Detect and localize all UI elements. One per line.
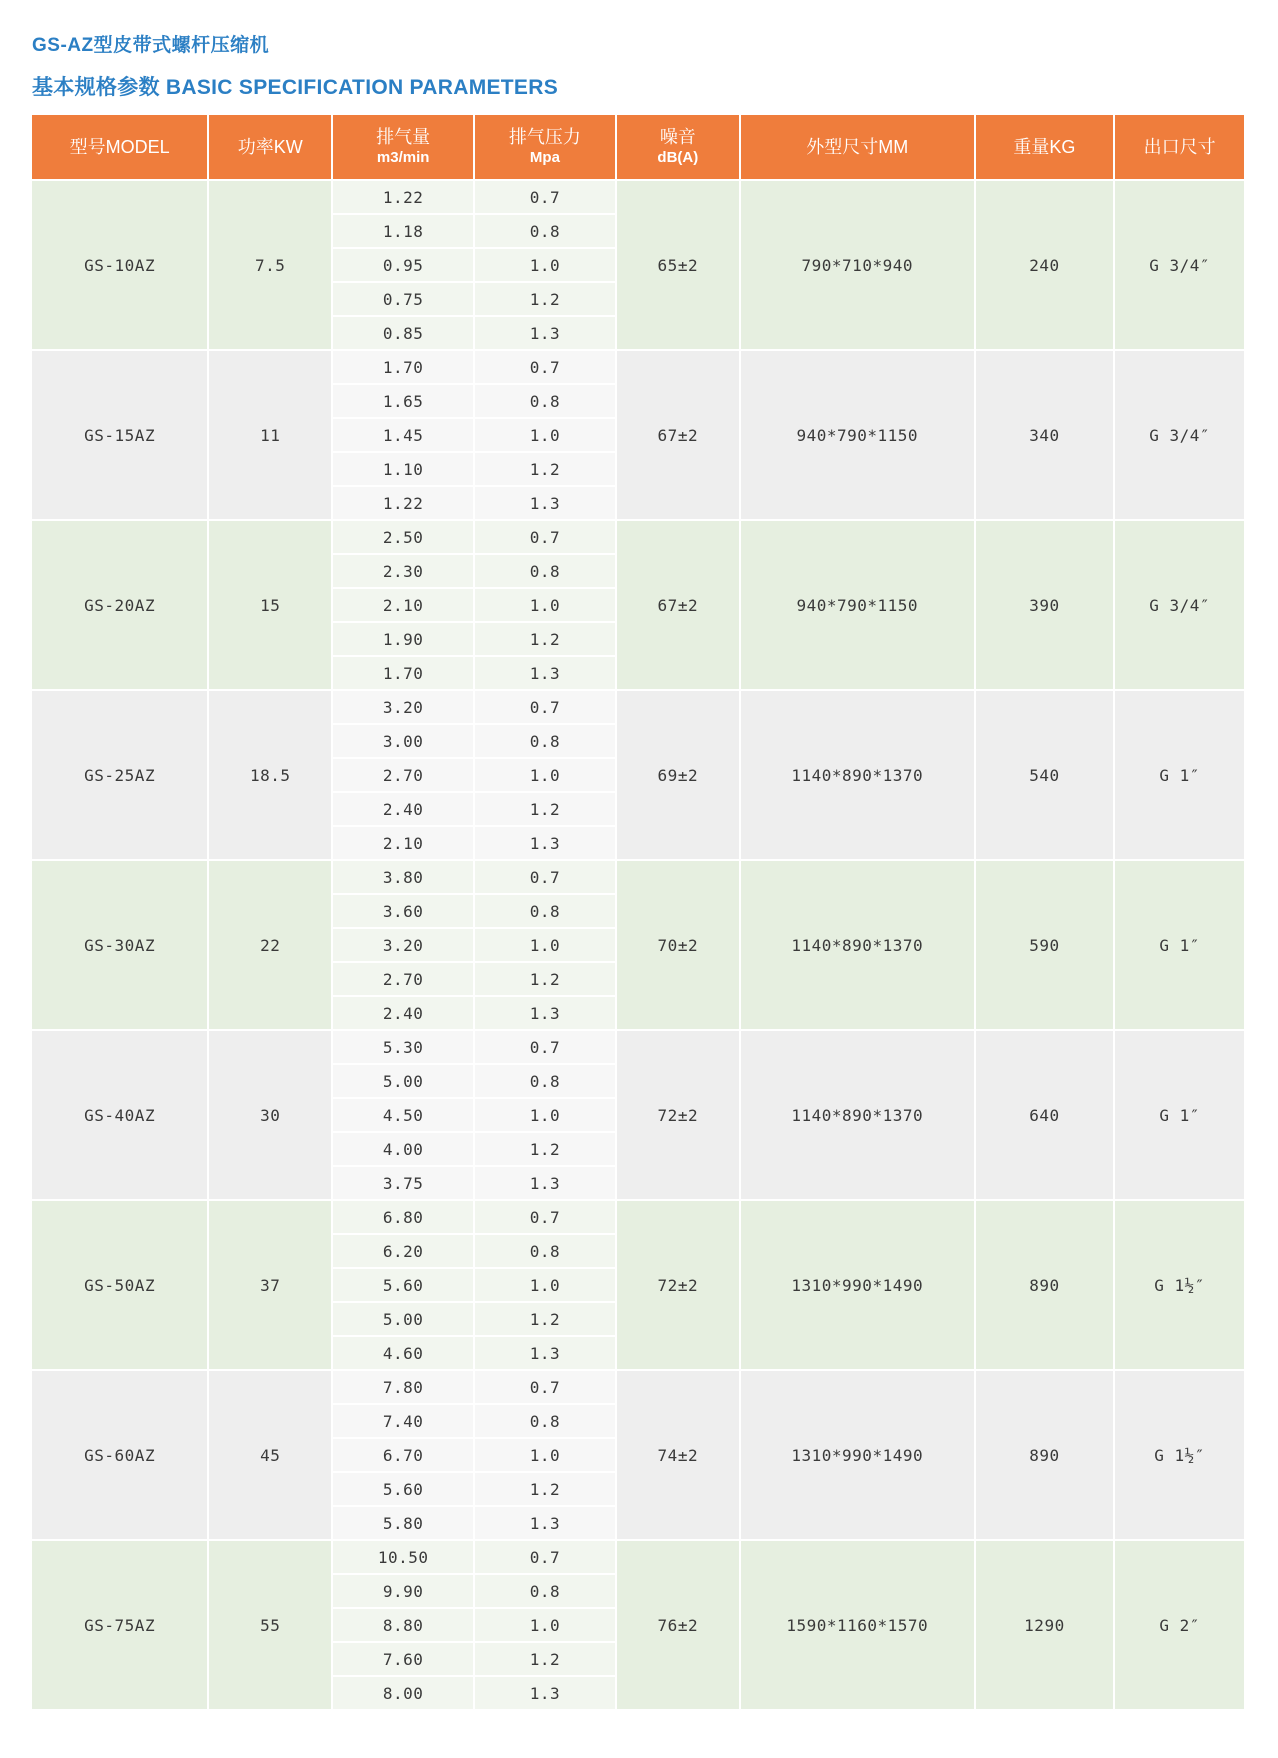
cell-flow: 2.30 <box>332 554 474 588</box>
cell-flow: 2.10 <box>332 826 474 860</box>
cell-flow: 6.80 <box>332 1200 474 1234</box>
header-main: 型号MODEL <box>69 136 170 157</box>
cell-noise: 65±2 <box>616 180 740 350</box>
column-header-model <box>31 114 208 180</box>
cell-power: 45 <box>208 1370 332 1540</box>
cell-pressure: 0.8 <box>474 724 616 758</box>
cell-power: 22 <box>208 860 332 1030</box>
column-header-dimensions <box>740 114 975 180</box>
table-row <box>31 1030 1245 1064</box>
cell-weight: 390 <box>975 520 1115 690</box>
cell-pressure: 1.3 <box>474 1506 616 1540</box>
header-main: 重量KG <box>1013 136 1076 157</box>
table-row <box>31 1540 1245 1574</box>
cell-flow: 1.22 <box>332 486 474 520</box>
specification-table <box>30 113 1246 1711</box>
cell-pressure: 0.7 <box>474 1200 616 1234</box>
cell-flow: 1.70 <box>332 656 474 690</box>
cell-pressure: 1.3 <box>474 996 616 1030</box>
cell-pressure: 0.7 <box>474 690 616 724</box>
cell-flow: 7.40 <box>332 1404 474 1438</box>
cell-power: 37 <box>208 1200 332 1370</box>
cell-weight: 590 <box>975 860 1115 1030</box>
cell-flow: 3.00 <box>332 724 474 758</box>
cell-flow: 5.30 <box>332 1030 474 1064</box>
cell-flow: 9.90 <box>332 1574 474 1608</box>
column-header-outlet <box>1114 114 1245 180</box>
cell-pressure: 1.3 <box>474 1166 616 1200</box>
cell-flow: 5.00 <box>332 1302 474 1336</box>
cell-pressure: 0.8 <box>474 384 616 418</box>
cell-weight: 340 <box>975 350 1115 520</box>
cell-pressure: 1.0 <box>474 758 616 792</box>
cell-model: GS-50AZ <box>31 1200 208 1370</box>
cell-pressure: 0.8 <box>474 1234 616 1268</box>
cell-flow: 8.00 <box>332 1676 474 1710</box>
cell-pressure: 1.0 <box>474 588 616 622</box>
cell-flow: 0.75 <box>332 282 474 316</box>
cell-power: 18.5 <box>208 690 332 860</box>
cell-power: 15 <box>208 520 332 690</box>
table-row <box>31 1370 1245 1404</box>
cell-flow: 2.70 <box>332 962 474 996</box>
cell-pressure: 0.7 <box>474 520 616 554</box>
cell-pressure: 1.3 <box>474 1336 616 1370</box>
cell-flow: 8.80 <box>332 1608 474 1642</box>
header-sub: dB(A) <box>657 148 699 166</box>
cell-flow: 1.65 <box>332 384 474 418</box>
cell-flow: 0.85 <box>332 316 474 350</box>
cell-flow: 7.60 <box>332 1642 474 1676</box>
cell-outlet: G 1½″ <box>1114 1370 1245 1540</box>
table-row <box>31 520 1245 554</box>
column-header-weight <box>975 114 1115 180</box>
column-header-noise <box>616 114 740 180</box>
cell-flow: 6.20 <box>332 1234 474 1268</box>
cell-pressure: 1.2 <box>474 1132 616 1166</box>
cell-pressure: 1.0 <box>474 418 616 452</box>
product-title: GS-AZ型皮带式螺杆压缩机 <box>32 35 270 56</box>
table-body <box>31 180 1245 1710</box>
cell-pressure: 0.7 <box>474 860 616 894</box>
cell-weight: 640 <box>975 1030 1115 1200</box>
cell-flow: 0.95 <box>332 248 474 282</box>
cell-weight: 890 <box>975 1200 1115 1370</box>
cell-pressure: 1.0 <box>474 1098 616 1132</box>
cell-outlet: G 1½″ <box>1114 1200 1245 1370</box>
cell-pressure: 1.2 <box>474 962 616 996</box>
cell-weight: 240 <box>975 180 1115 350</box>
cell-flow: 3.20 <box>332 928 474 962</box>
cell-dimensions: 790*710*940 <box>740 180 975 350</box>
cell-dimensions: 1140*890*1370 <box>740 860 975 1030</box>
cell-pressure: 0.8 <box>474 214 616 248</box>
cell-model: GS-60AZ <box>31 1370 208 1540</box>
table-row <box>31 860 1245 894</box>
header-main: 出口尺寸 <box>1143 136 1216 157</box>
cell-outlet: G 1″ <box>1114 690 1245 860</box>
cell-flow: 6.70 <box>332 1438 474 1472</box>
cell-pressure: 1.3 <box>474 656 616 690</box>
cell-pressure: 1.3 <box>474 486 616 520</box>
cell-noise: 69±2 <box>616 690 740 860</box>
cell-flow: 4.00 <box>332 1132 474 1166</box>
cell-model: GS-30AZ <box>31 860 208 1030</box>
cell-weight: 890 <box>975 1370 1115 1540</box>
header-sub: Mpa <box>529 148 560 166</box>
cell-power: 11 <box>208 350 332 520</box>
cell-model: GS-40AZ <box>31 1030 208 1200</box>
cell-flow: 5.60 <box>332 1472 474 1506</box>
cell-outlet: G 3/4″ <box>1114 180 1245 350</box>
cell-flow: 1.18 <box>332 214 474 248</box>
cell-model: GS-75AZ <box>31 1540 208 1710</box>
cell-pressure: 1.2 <box>474 282 616 316</box>
cell-dimensions: 1140*890*1370 <box>740 690 975 860</box>
cell-flow: 5.60 <box>332 1268 474 1302</box>
header-main: 外型尺寸MM <box>806 136 909 157</box>
cell-weight: 1290 <box>975 1540 1115 1710</box>
cell-dimensions: 940*790*1150 <box>740 350 975 520</box>
cell-flow: 4.60 <box>332 1336 474 1370</box>
column-header-pressure <box>474 114 616 180</box>
cell-flow: 2.40 <box>332 792 474 826</box>
cell-flow: 3.20 <box>332 690 474 724</box>
cell-noise: 67±2 <box>616 520 740 690</box>
table-header <box>31 114 1245 180</box>
cell-pressure: 0.8 <box>474 554 616 588</box>
column-header-power <box>208 114 332 180</box>
cell-pressure: 1.0 <box>474 928 616 962</box>
cell-model: GS-15AZ <box>31 350 208 520</box>
cell-flow: 10.50 <box>332 1540 474 1574</box>
table-row <box>31 350 1245 384</box>
cell-dimensions: 1590*1160*1570 <box>740 1540 975 1710</box>
cell-noise: 72±2 <box>616 1200 740 1370</box>
header-main: 排气量 <box>376 127 431 148</box>
cell-flow: 1.22 <box>332 180 474 214</box>
cell-flow: 1.70 <box>332 350 474 384</box>
section-title: 基本规格参数 BASIC SPECIFICATION PARAMETERS <box>32 76 559 99</box>
cell-pressure: 0.7 <box>474 1030 616 1064</box>
cell-outlet: G 3/4″ <box>1114 350 1245 520</box>
cell-noise: 76±2 <box>616 1540 740 1710</box>
cell-outlet: G 3/4″ <box>1114 520 1245 690</box>
cell-model: GS-10AZ <box>31 180 208 350</box>
cell-flow: 2.70 <box>332 758 474 792</box>
cell-dimensions: 1310*990*1490 <box>740 1370 975 1540</box>
cell-pressure: 1.3 <box>474 316 616 350</box>
cell-pressure: 1.3 <box>474 826 616 860</box>
cell-pressure: 0.7 <box>474 350 616 384</box>
cell-flow: 3.75 <box>332 1166 474 1200</box>
cell-outlet: G 1″ <box>1114 1030 1245 1200</box>
cell-pressure: 1.0 <box>474 1608 616 1642</box>
cell-noise: 74±2 <box>616 1370 740 1540</box>
cell-flow: 2.50 <box>332 520 474 554</box>
cell-flow: 5.80 <box>332 1506 474 1540</box>
cell-flow: 1.45 <box>332 418 474 452</box>
table-row <box>31 690 1245 724</box>
cell-outlet: G 1″ <box>1114 860 1245 1030</box>
cell-pressure: 0.8 <box>474 1404 616 1438</box>
table-row <box>31 180 1245 214</box>
cell-flow: 5.00 <box>332 1064 474 1098</box>
cell-pressure: 1.2 <box>474 622 616 656</box>
cell-dimensions: 1140*890*1370 <box>740 1030 975 1200</box>
header-main: 功率KW <box>237 136 303 157</box>
cell-dimensions: 1310*990*1490 <box>740 1200 975 1370</box>
cell-flow: 1.10 <box>332 452 474 486</box>
cell-pressure: 0.8 <box>474 1574 616 1608</box>
cell-pressure: 1.0 <box>474 248 616 282</box>
header-row <box>31 114 1245 180</box>
cell-pressure: 1.2 <box>474 1472 616 1506</box>
cell-pressure: 0.7 <box>474 180 616 214</box>
cell-flow: 7.80 <box>332 1370 474 1404</box>
cell-pressure: 0.8 <box>474 894 616 928</box>
cell-flow: 2.40 <box>332 996 474 1030</box>
cell-flow: 4.50 <box>332 1098 474 1132</box>
cell-pressure: 0.8 <box>474 1064 616 1098</box>
cell-pressure: 1.2 <box>474 1642 616 1676</box>
header-main: 排气压力 <box>508 127 581 148</box>
header-sub: m3/min <box>376 148 430 166</box>
header-main: 噪音 <box>659 127 696 148</box>
cell-pressure: 1.3 <box>474 1676 616 1710</box>
cell-flow: 3.60 <box>332 894 474 928</box>
table-row <box>31 1200 1245 1234</box>
cell-model: GS-20AZ <box>31 520 208 690</box>
cell-pressure: 1.0 <box>474 1438 616 1472</box>
cell-noise: 72±2 <box>616 1030 740 1200</box>
cell-flow: 1.90 <box>332 622 474 656</box>
cell-flow: 3.80 <box>332 860 474 894</box>
cell-noise: 67±2 <box>616 350 740 520</box>
cell-power: 55 <box>208 1540 332 1710</box>
cell-dimensions: 940*790*1150 <box>740 520 975 690</box>
cell-outlet: G 2″ <box>1114 1540 1245 1710</box>
cell-pressure: 1.0 <box>474 1268 616 1302</box>
column-header-flow <box>332 114 474 180</box>
cell-pressure: 1.2 <box>474 792 616 826</box>
cell-pressure: 0.7 <box>474 1370 616 1404</box>
cell-power: 7.5 <box>208 180 332 350</box>
cell-weight: 540 <box>975 690 1115 860</box>
cell-pressure: 1.2 <box>474 452 616 486</box>
cell-model: GS-25AZ <box>31 690 208 860</box>
cell-power: 30 <box>208 1030 332 1200</box>
cell-flow: 2.10 <box>332 588 474 622</box>
cell-pressure: 0.7 <box>474 1540 616 1574</box>
cell-pressure: 1.2 <box>474 1302 616 1336</box>
cell-noise: 70±2 <box>616 860 740 1030</box>
